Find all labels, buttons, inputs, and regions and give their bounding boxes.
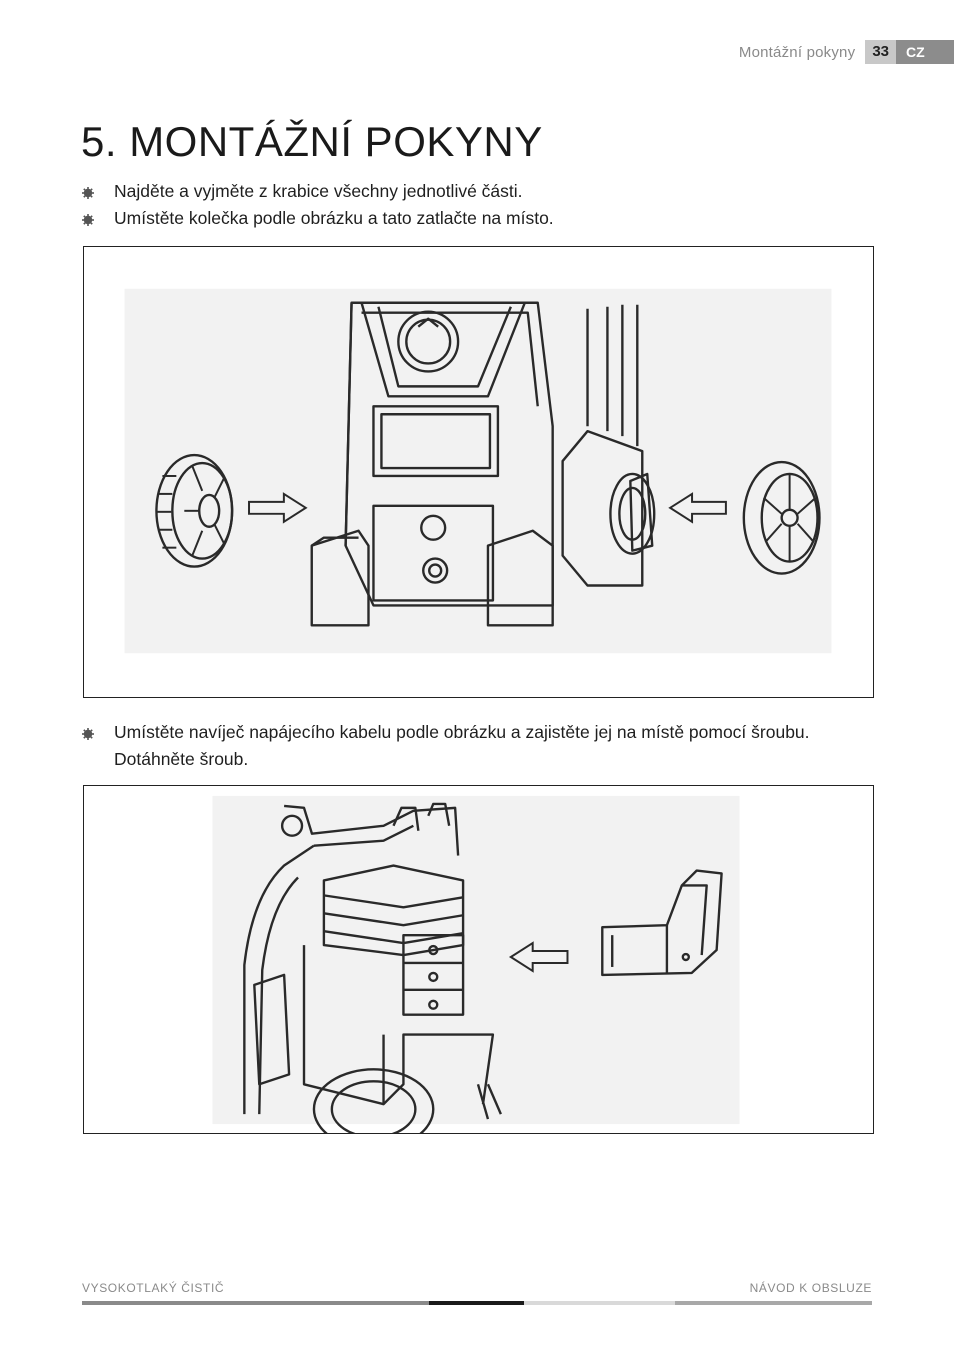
footer-product-name: VYSOKOTLAKÝ ČISTIČ [82, 1281, 225, 1295]
wheel-assembly-illustration [84, 247, 873, 697]
instructions-list-bottom [82, 719, 862, 773]
footer-divider-bar [82, 1301, 872, 1305]
instruction-text: Umístěte navíječ napájecího kabelu podle obrázku a zajistěte jej na místě pomocí šroubu. Dotáhněte šroub. [114, 722, 810, 769]
page-number: 33 [865, 40, 896, 64]
instructions-list-top [82, 178, 862, 232]
instruction-text: Najděte a vyjměte z krabice všechny jednotlivé části. [114, 181, 523, 201]
list-item [82, 178, 862, 205]
instruction-text: Umístěte kolečka podle obrázku a tato zatlačte na místo. [114, 208, 554, 228]
language-badge: CZ [896, 40, 954, 64]
figure-cable-reel-assembly [83, 785, 874, 1134]
figure-wheel-assembly [83, 246, 874, 698]
gear-bullet-icon [82, 728, 94, 740]
gear-bullet-icon [82, 214, 94, 226]
header-section-title: Montážní pokyny [738, 43, 856, 61]
gear-bullet-icon [82, 187, 94, 199]
page-header [739, 40, 954, 64]
list-item [82, 719, 862, 773]
footer-manual-label: NÁVOD K OBSLUZE [749, 1281, 872, 1295]
page-title: 5. MONTÁŽNÍ POKYNY [81, 118, 543, 165]
list-item [82, 205, 862, 232]
cable-reel-illustration [84, 786, 873, 1133]
